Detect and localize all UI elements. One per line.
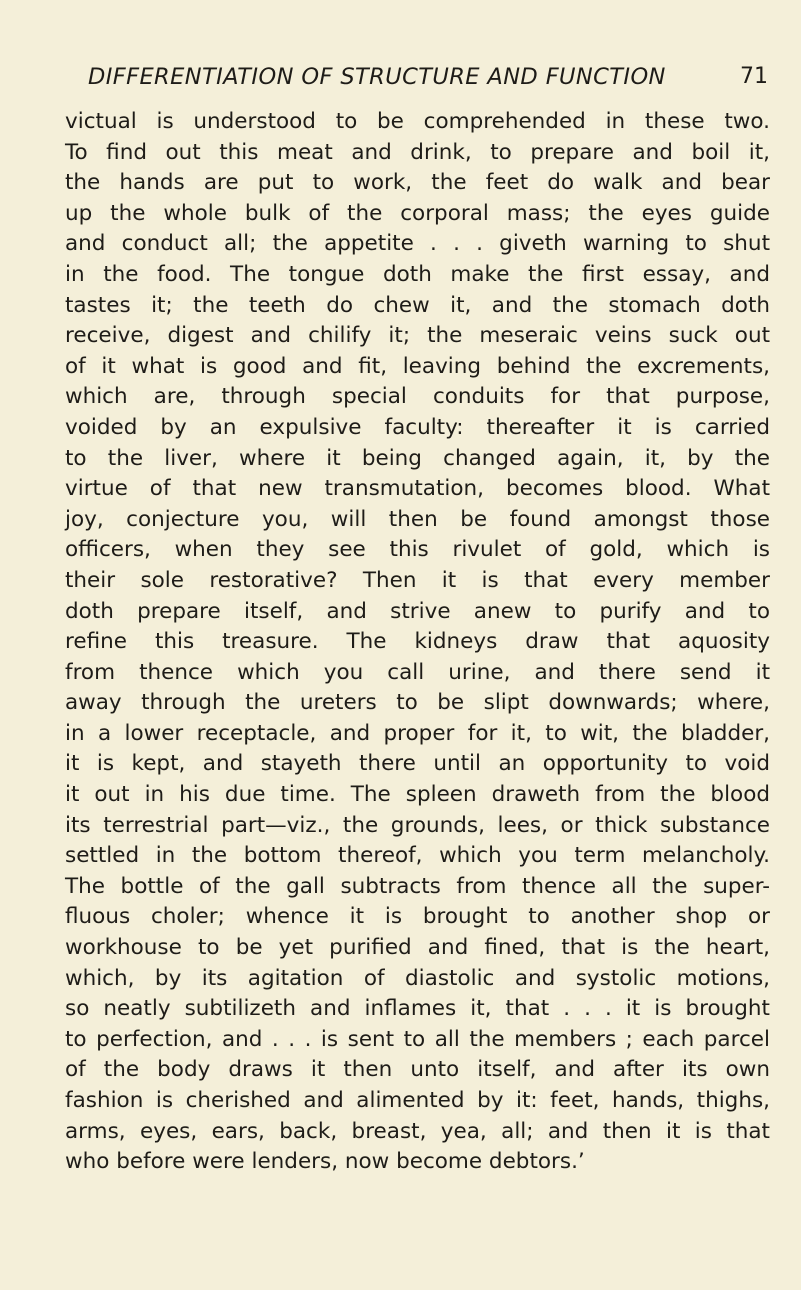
text-line: which, by its agitation of diastolic and systolic motions, (65, 965, 770, 991)
text-line: joy, conjecture you, will then be found amongst those (65, 506, 770, 532)
text-line: settled in the bottom thereof, which you term melancholy. (65, 843, 770, 869)
text-line: from thence which you call urine, and there send it (65, 659, 770, 685)
text-line-last: who before were lenders, now become debtors.’ (65, 1149, 585, 1175)
text-line: of it what is good and fit, leaving behind the excrements, (65, 353, 770, 379)
text-line: tastes it; the teeth do chew it, and the stomach doth (65, 292, 770, 318)
text-line: away through the ureters to be slipt downwards; where, (65, 690, 770, 716)
text-line: to the liver, where it being changed again, it, by the (65, 445, 770, 471)
text-line: fashion is cherished and alimented by it: feet, hands, thighs, (65, 1088, 770, 1113)
text-line: voided by an expulsive faculty: thereafter it is carried (65, 414, 770, 440)
text-line: fluous choler; whence it is brought to another shop or (65, 904, 770, 930)
text-line: up the whole bulk of the corporal mass; the eyes guide (65, 200, 770, 226)
text-line: refine this treasure. The kidneys draw that aquosity (65, 629, 770, 655)
text-line: in a lower receptacle, and proper for it, to wit, the bladder, (65, 720, 770, 746)
running-title: DIFFERENTIATION OF STRUCTURE AND FUNCTION (88, 64, 666, 90)
text-line: it is kept, and stayeth there until an opportunity to void (65, 751, 770, 777)
body-paragraph (65, 107, 770, 1178)
text-line: doth prepare itself, and strive anew to purify and to (65, 598, 770, 624)
text-line: workhouse to be yet purified and fined, that is the heart, (65, 935, 770, 961)
text-line: The bottle of the gall subtracts from thence all the super- (65, 873, 770, 899)
text-line: so neatly subtilizeth and inflames it, that . . . it is brought (65, 996, 770, 1022)
text-line: of the body draws it then unto itself, and after its own (65, 1057, 770, 1083)
text-line: arms, eyes, ears, back, breast, yea, all; and then it is that (65, 1118, 770, 1144)
text-line: the hands are put to work, the feet do walk and bear (65, 170, 770, 196)
page-number: 71 (740, 64, 768, 89)
text-line: To find out this meat and drink, to prepare and boil it, (65, 139, 770, 165)
text-line: virtue of that new transmutation, becomes blood. What (65, 476, 770, 502)
text-line: its terrestrial part—viz., the grounds, lees, or thick substance (65, 812, 770, 838)
running-head (88, 60, 768, 94)
text-line: receive, digest and chilify it; the meseraic veins suck out (65, 323, 770, 349)
text-line: which are, through special conduits for that purpose, (65, 384, 770, 410)
text-line: their sole restorative? Then it is that every member (65, 567, 770, 593)
text-line: and conduct all; the appetite . . . giveth warning to shut (65, 231, 770, 257)
text-line: it out in his due time. The spleen draweth from the blood (65, 782, 770, 808)
text-line: victual is understood to be comprehended in these two. (65, 109, 770, 134)
text-line: in the food. The tongue doth make the first essay, and (65, 261, 770, 287)
text-line: to perfection, and . . . is sent to all the members ; each parcel (65, 1026, 770, 1052)
text-line: officers, when they see this rivulet of gold, which is (65, 537, 770, 563)
